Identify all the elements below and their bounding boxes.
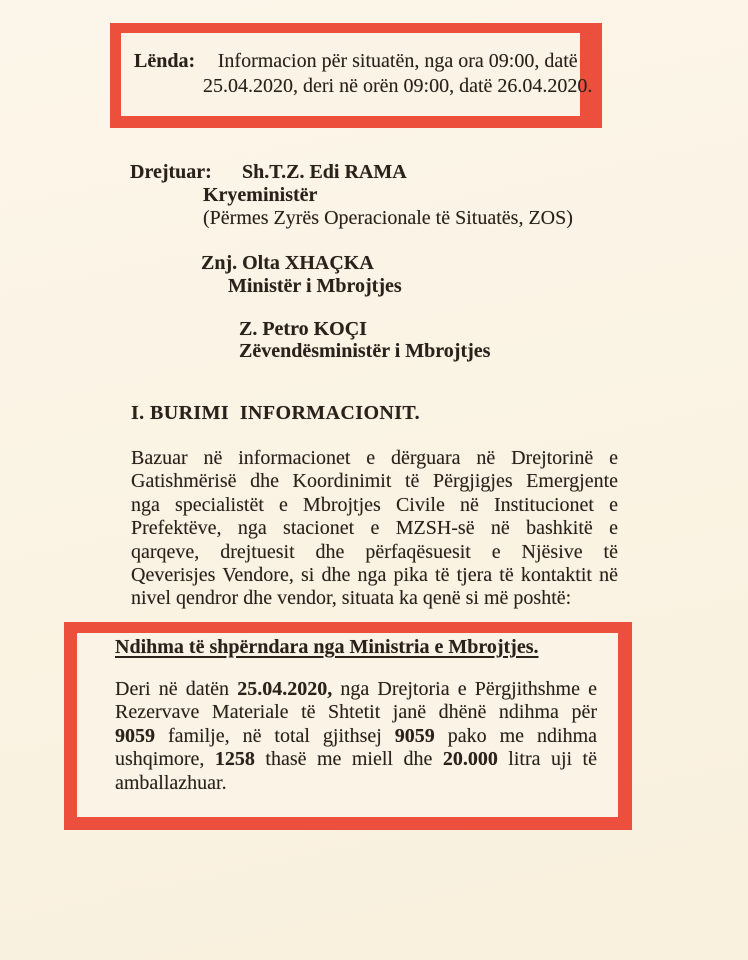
- emphasized-value: 9059: [115, 724, 155, 747]
- emphasized-value: 25.04.2020,: [237, 678, 333, 700]
- text-line: nga specialistët e Mbrojtjes Civile në Institucionet e: [131, 493, 618, 516]
- text-segment: familje, në total gjithsej: [155, 724, 395, 747]
- text-segment: amballazhuar.: [115, 771, 227, 794]
- emphasized-value: 20.000: [442, 748, 498, 771]
- text-segment: Rezervave Materiale të Shtetit janë dhënë ndihma për: [115, 701, 597, 724]
- text-line: Informacion për situatën, nga ora 09:00, datë: [217, 50, 578, 72]
- recipient-note-rama: (Përmes Zyrës Operacionale të Situatës, ZOS): [203, 207, 573, 229]
- text-line: [115, 678, 597, 701]
- text-line: nivel qendror dhe vendor, situata ka qenë si më poshtë:: [131, 587, 572, 610]
- emphasized-value: 1258: [214, 748, 255, 771]
- text-line: Bazuar në informacionet e dërguara në Drejtorinë e: [131, 447, 618, 469]
- aid-paragraph: [115, 678, 597, 795]
- text-segment: thasë me miell dhe: [254, 748, 443, 771]
- subject-highlight-box: [110, 23, 602, 128]
- recipient-name-xhacka: Znj. Olta XHAÇKA: [201, 252, 374, 274]
- text-line: Qeverisjes Vendore, si dhe nga pika të tjera të kontaktit në: [131, 564, 618, 587]
- text-line: [115, 772, 597, 795]
- text-segment: litra uji të: [497, 748, 597, 771]
- section-heading: I. BURIMI INFORMACIONIT.: [131, 402, 421, 424]
- text-line: 25.04.2020, deri në orën 09:00, datë 26.04.2020.: [203, 75, 593, 97]
- source-paragraph: [131, 447, 618, 611]
- text-line: Gatishmërisë dhe Koordinimit të Përgjigjes Emergjente: [131, 470, 618, 493]
- recipient-name-koci: Z. Petro KOÇI: [239, 318, 367, 340]
- text-segment: pako me ndihma: [434, 724, 597, 747]
- text-line: [115, 725, 597, 748]
- aid-heading: Ndihma të shpërndara nga Ministria e Mbrojtjes.: [115, 636, 539, 658]
- emphasized-value: 9059: [394, 724, 435, 747]
- text-segment: ushqimore,: [115, 748, 215, 771]
- recipient-name-rama: Sh.T.Z. Edi RAMA: [242, 161, 407, 183]
- recipients-label: Drejtuar:: [130, 161, 212, 183]
- text-segment: nga Drejtoria e Përgjithshme e: [332, 678, 597, 700]
- aid-content: [77, 633, 618, 795]
- aid-highlight-box: [64, 622, 632, 830]
- recipient-title-xhacka: Ministër i Mbrojtjes: [228, 275, 402, 297]
- text-segment: Deri në datën: [115, 678, 238, 700]
- subject-text: [203, 49, 592, 99]
- recipient-title-koci: Zëvendësministër i Mbrojtjes: [239, 340, 491, 362]
- text-line: qarqeve, drejtuesit dhe përfaqësuesit e Njësive të: [131, 540, 618, 563]
- text-line: [115, 748, 597, 771]
- text-line: Prefektëve, nga stacionet e MZSH-së në bashkitë e: [131, 517, 618, 540]
- subject-label: Lënda:: [134, 50, 196, 72]
- subject-content: [121, 33, 593, 99]
- recipient-title-rama: Kryeministër: [203, 184, 318, 206]
- text-line: [115, 701, 597, 724]
